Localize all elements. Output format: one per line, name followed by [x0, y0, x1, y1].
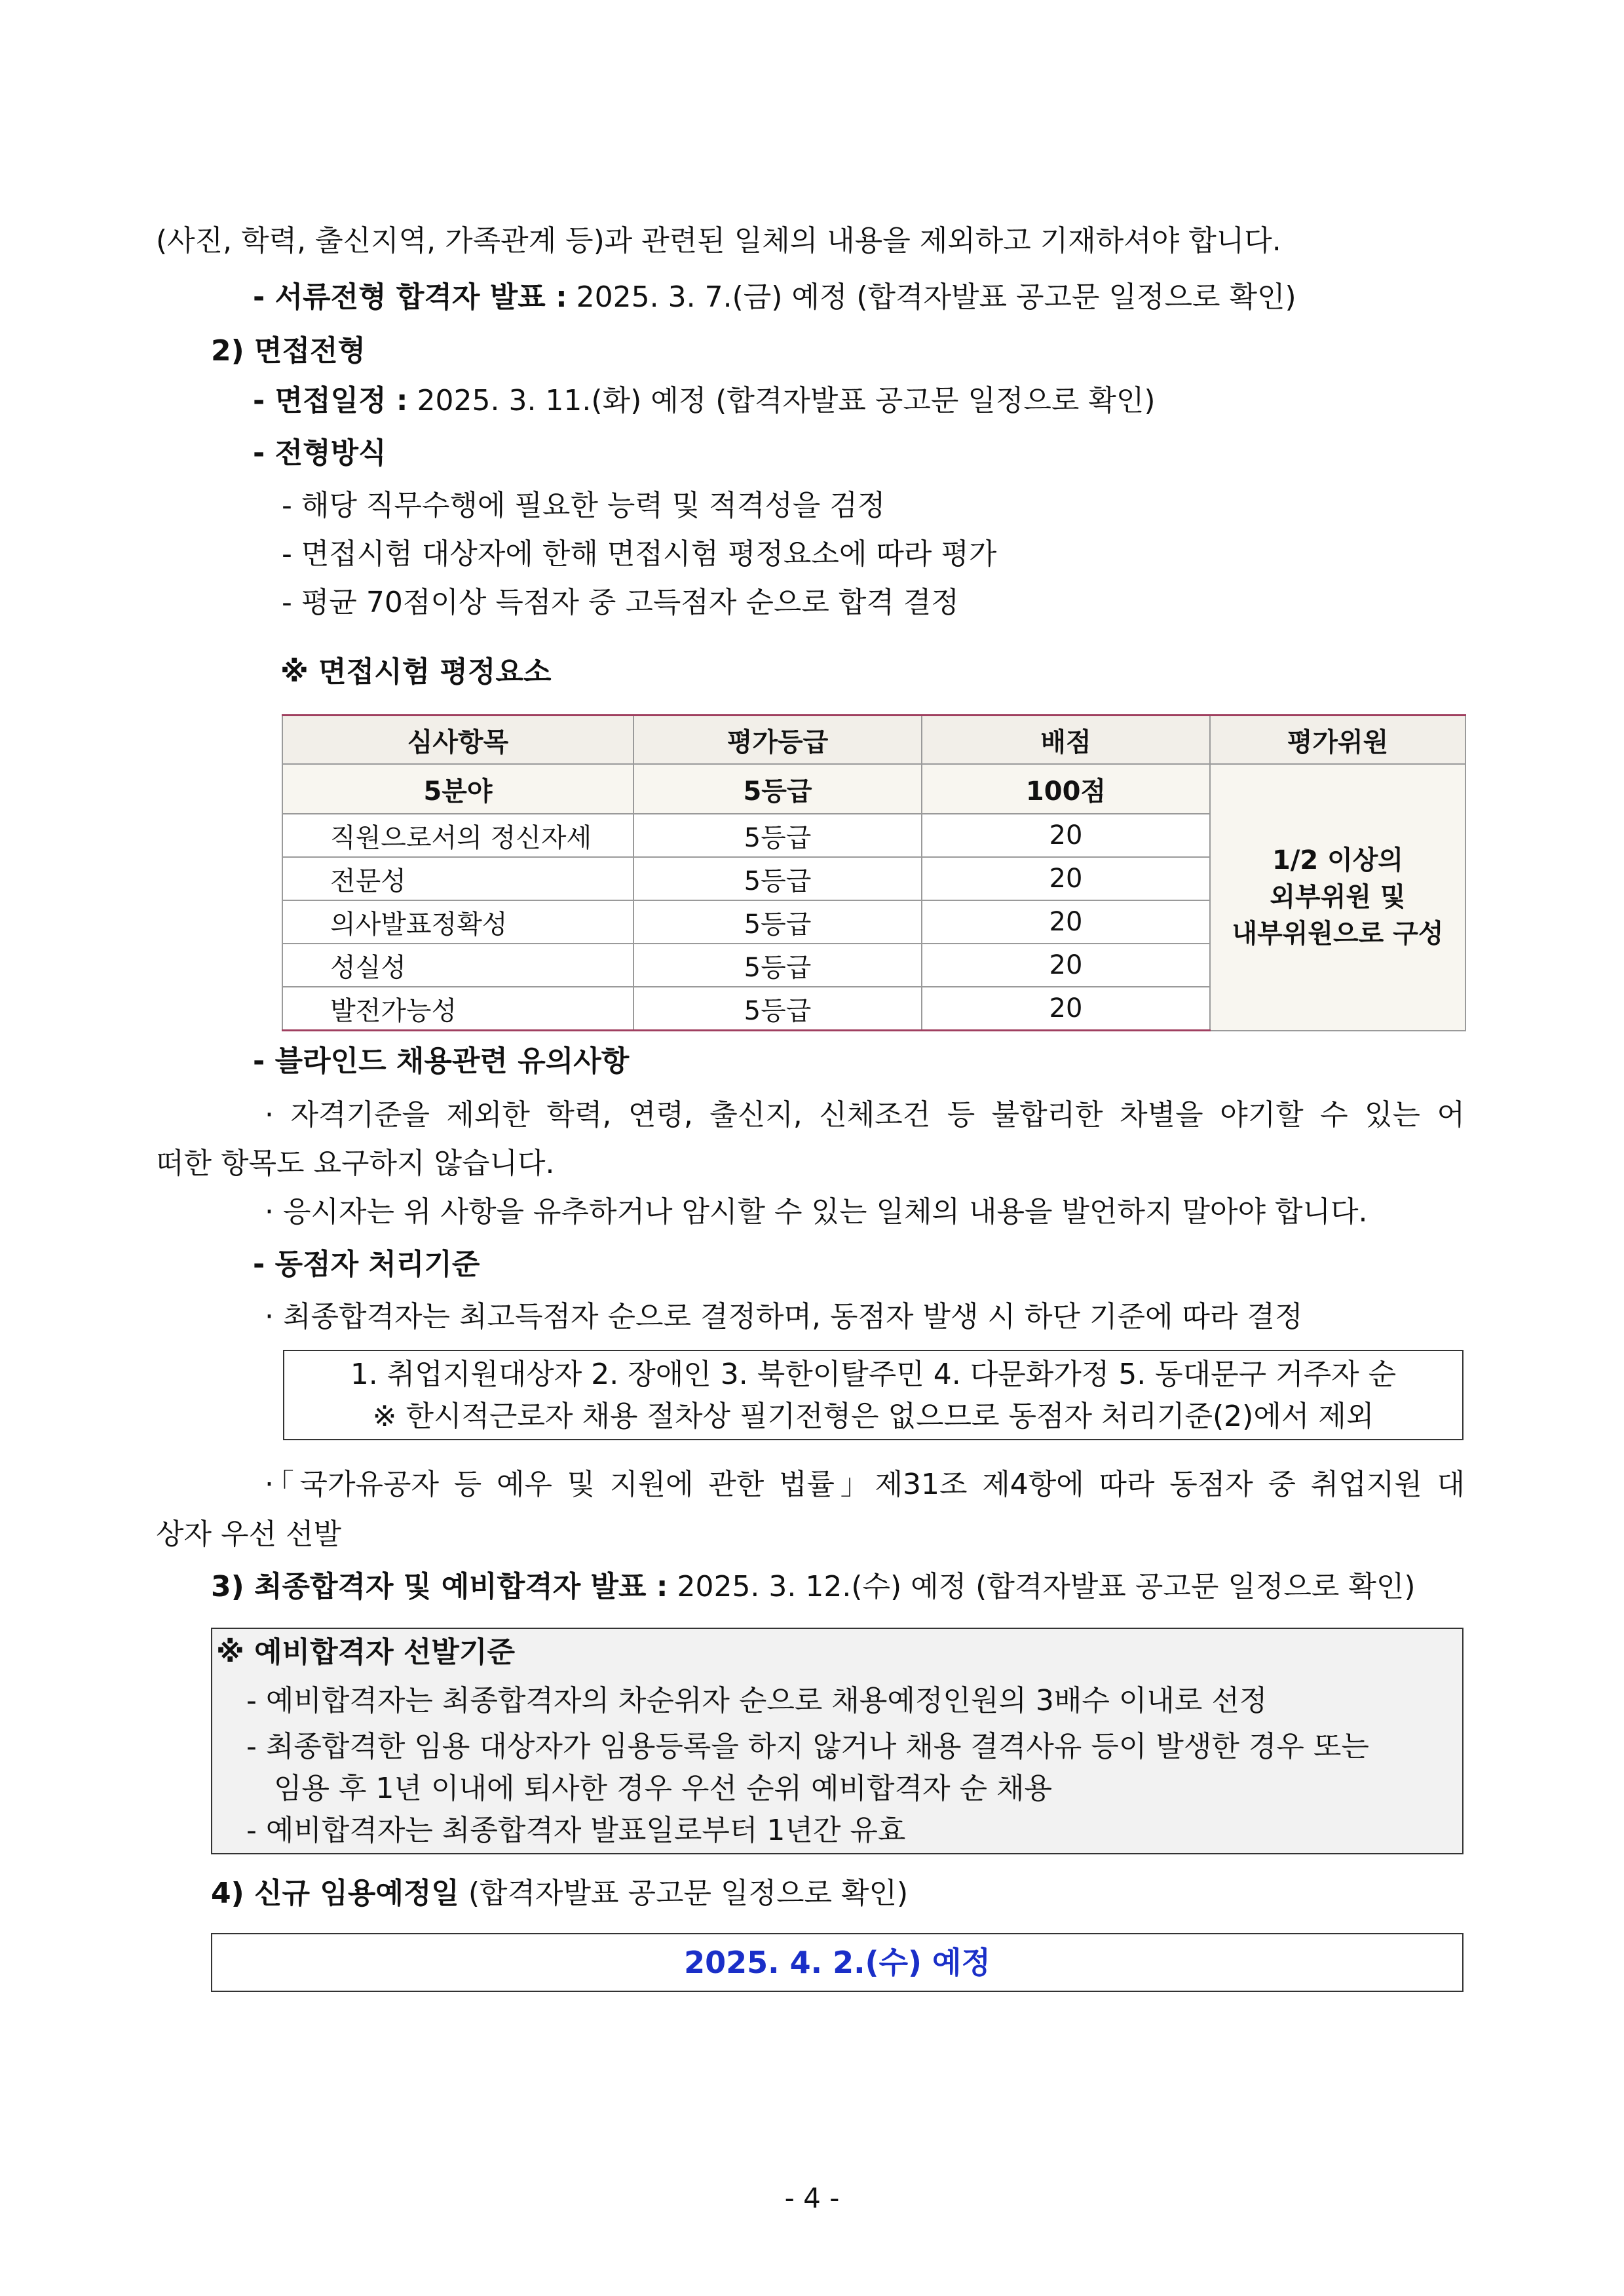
row-score: 20 — [922, 814, 1210, 857]
doc-result-text: 2025. 3. 7.(금) 예정 (합격자발표 공고문 일정으로 확인) — [567, 280, 1296, 314]
header-committee: 평가위원 — [1210, 716, 1465, 765]
appointment-date: 2025. 4. 2.(수) 예정 — [684, 1945, 991, 1980]
method-item: - 면접시험 대상자에 한해 면접시험 평정요소에 따라 평가 — [282, 537, 997, 571]
law-line-2: 상자 우선 선발 — [156, 1518, 341, 1551]
method-item: - 해당 직무수행에 필요한 능력 및 적격성을 검정 — [282, 489, 886, 522]
doc-result-line — [253, 278, 1296, 317]
intro-line: (사진, 학력, 출신지역, 가족관계 등)과 관련된 일체의 내용을 제외하고 기재하셔야 합니다. — [156, 224, 1281, 258]
appointment-label: 4) 신규 임용예정일 — [211, 1877, 459, 1910]
tie-priority-line-2: ※ 한시적근로자 채용 절차상 필기전형은 없으므로 동점자 처리기준(2)에서 제외 — [372, 1400, 1374, 1433]
row-grade: 5등급 — [633, 814, 922, 857]
tie-priority-line-1: 1. 취업지원대상자 2. 장애인 3. 북한이탈주민 4. 다문화가정 5. 동대문구 거주자 순 — [350, 1358, 1397, 1391]
appointment-text: (합격자발표 공고문 일정으로 확인) — [459, 1877, 909, 1910]
interview-schedule-label: - 면접일정 : — [253, 384, 408, 417]
row-grade: 5등급 — [633, 857, 922, 900]
method-item: - 평균 70점이상 득점자 중 고득점자 순으로 합격 결정 — [282, 586, 959, 619]
committee-line: 1/2 이상의 — [1272, 845, 1404, 876]
table-header-row — [282, 716, 1465, 765]
tie-priority-box — [283, 1350, 1463, 1440]
blind-item-1-line-1: · 자격기준을 제외한 학력, 연령, 출신지, 신체조건 등 불합리한 차별을 야기할 수 있는 어 — [265, 1098, 1465, 1132]
header-score: 배점 — [922, 716, 1210, 765]
committee-line: 내부위원으로 구성 — [1232, 919, 1444, 949]
committee-line: 외부위원 및 — [1270, 882, 1406, 913]
reserve-title: ※ 예비합격자 선발기준 — [216, 1636, 515, 1669]
header-grade: 평가등급 — [633, 716, 922, 765]
tie-heading: - 동점자 처리기준 — [253, 1248, 480, 1281]
summary-score: 100점 — [922, 764, 1210, 814]
doc-result-label: - 서류전형 합격자 발표 : — [253, 280, 567, 314]
reserve-item-1: - 예비합격자는 최종합격자의 차순위자 순으로 채용예정인원의 3배수 이내로 선정 — [246, 1684, 1268, 1717]
row-grade: 5등급 — [633, 944, 922, 987]
final-result-label: 3) 최종합격자 및 예비합격자 발표 : — [211, 1570, 668, 1603]
row-score: 20 — [922, 987, 1210, 1031]
row-score: 20 — [922, 944, 1210, 987]
header-category: 심사항목 — [282, 716, 633, 765]
reserve-item-2-line-2: 임용 후 1년 이내에 퇴사한 경우 우선 순위 예비합격자 순 채용 — [274, 1772, 1052, 1805]
table-summary-row — [282, 764, 1465, 814]
appointment-date-box — [211, 1933, 1463, 1992]
final-result-text: 2025. 3. 12.(수) 예정 (합격자발표 공고문 일정으로 확인) — [668, 1570, 1416, 1603]
blind-item-2: · 응시자는 위 사항을 유추하거나 암시할 수 있는 일체의 내용을 발언하지 말아야 합니다. — [265, 1195, 1368, 1229]
row-score: 20 — [922, 857, 1210, 900]
committee-cell — [1210, 764, 1465, 1031]
row-grade: 5등급 — [633, 900, 922, 944]
summary-category: 5분야 — [282, 764, 633, 814]
row-category: 전문성 — [282, 857, 633, 900]
reserve-item-2-line-1: - 최종합격한 임용 대상자가 임용등록을 하지 않거나 채용 결격사유 등이 발생한 경우 또는 — [246, 1730, 1369, 1763]
summary-grade: 5등급 — [633, 764, 922, 814]
row-score: 20 — [922, 900, 1210, 944]
tie-text: · 최종합격자는 최고득점자 순으로 결정하며, 동점자 발생 시 하단 기준에 따라 결정 — [265, 1300, 1303, 1333]
page-number: - 4 - — [784, 2182, 840, 2214]
interview-schedule-text: 2025. 3. 11.(화) 예정 (합격자발표 공고문 일정으로 확인) — [407, 384, 1156, 417]
blind-heading: - 블라인드 채용관련 유의사항 — [253, 1044, 630, 1078]
row-category: 의사발표정확성 — [282, 900, 633, 944]
interview-heading: 2) 면접전형 — [211, 334, 366, 368]
row-category: 직원으로서의 정신자세 — [282, 814, 633, 857]
reserve-criteria-box — [211, 1628, 1463, 1854]
row-category: 발전가능성 — [282, 987, 633, 1031]
interview-evaluation-table — [282, 714, 1466, 1031]
eval-table-title: ※ 면접시험 평정요소 — [280, 655, 552, 689]
interview-schedule-line — [253, 381, 1156, 421]
blind-item-1-line-2: 떠한 항목도 요구하지 않습니다. — [156, 1147, 555, 1180]
row-grade: 5등급 — [633, 987, 922, 1031]
reserve-item-3: - 예비합격자는 최종합격자 발표일로부터 1년간 유효 — [246, 1814, 906, 1847]
final-result-line — [211, 1567, 1416, 1607]
appointment-line — [211, 1874, 908, 1913]
row-category: 성실성 — [282, 944, 633, 987]
law-line-1: ·「국가유공자 등 예우 및 지원에 관한 법률」제31조 제4항에 따라 동점자 중 취업지원 대 — [265, 1468, 1465, 1501]
method-heading: - 전형방식 — [253, 436, 387, 470]
